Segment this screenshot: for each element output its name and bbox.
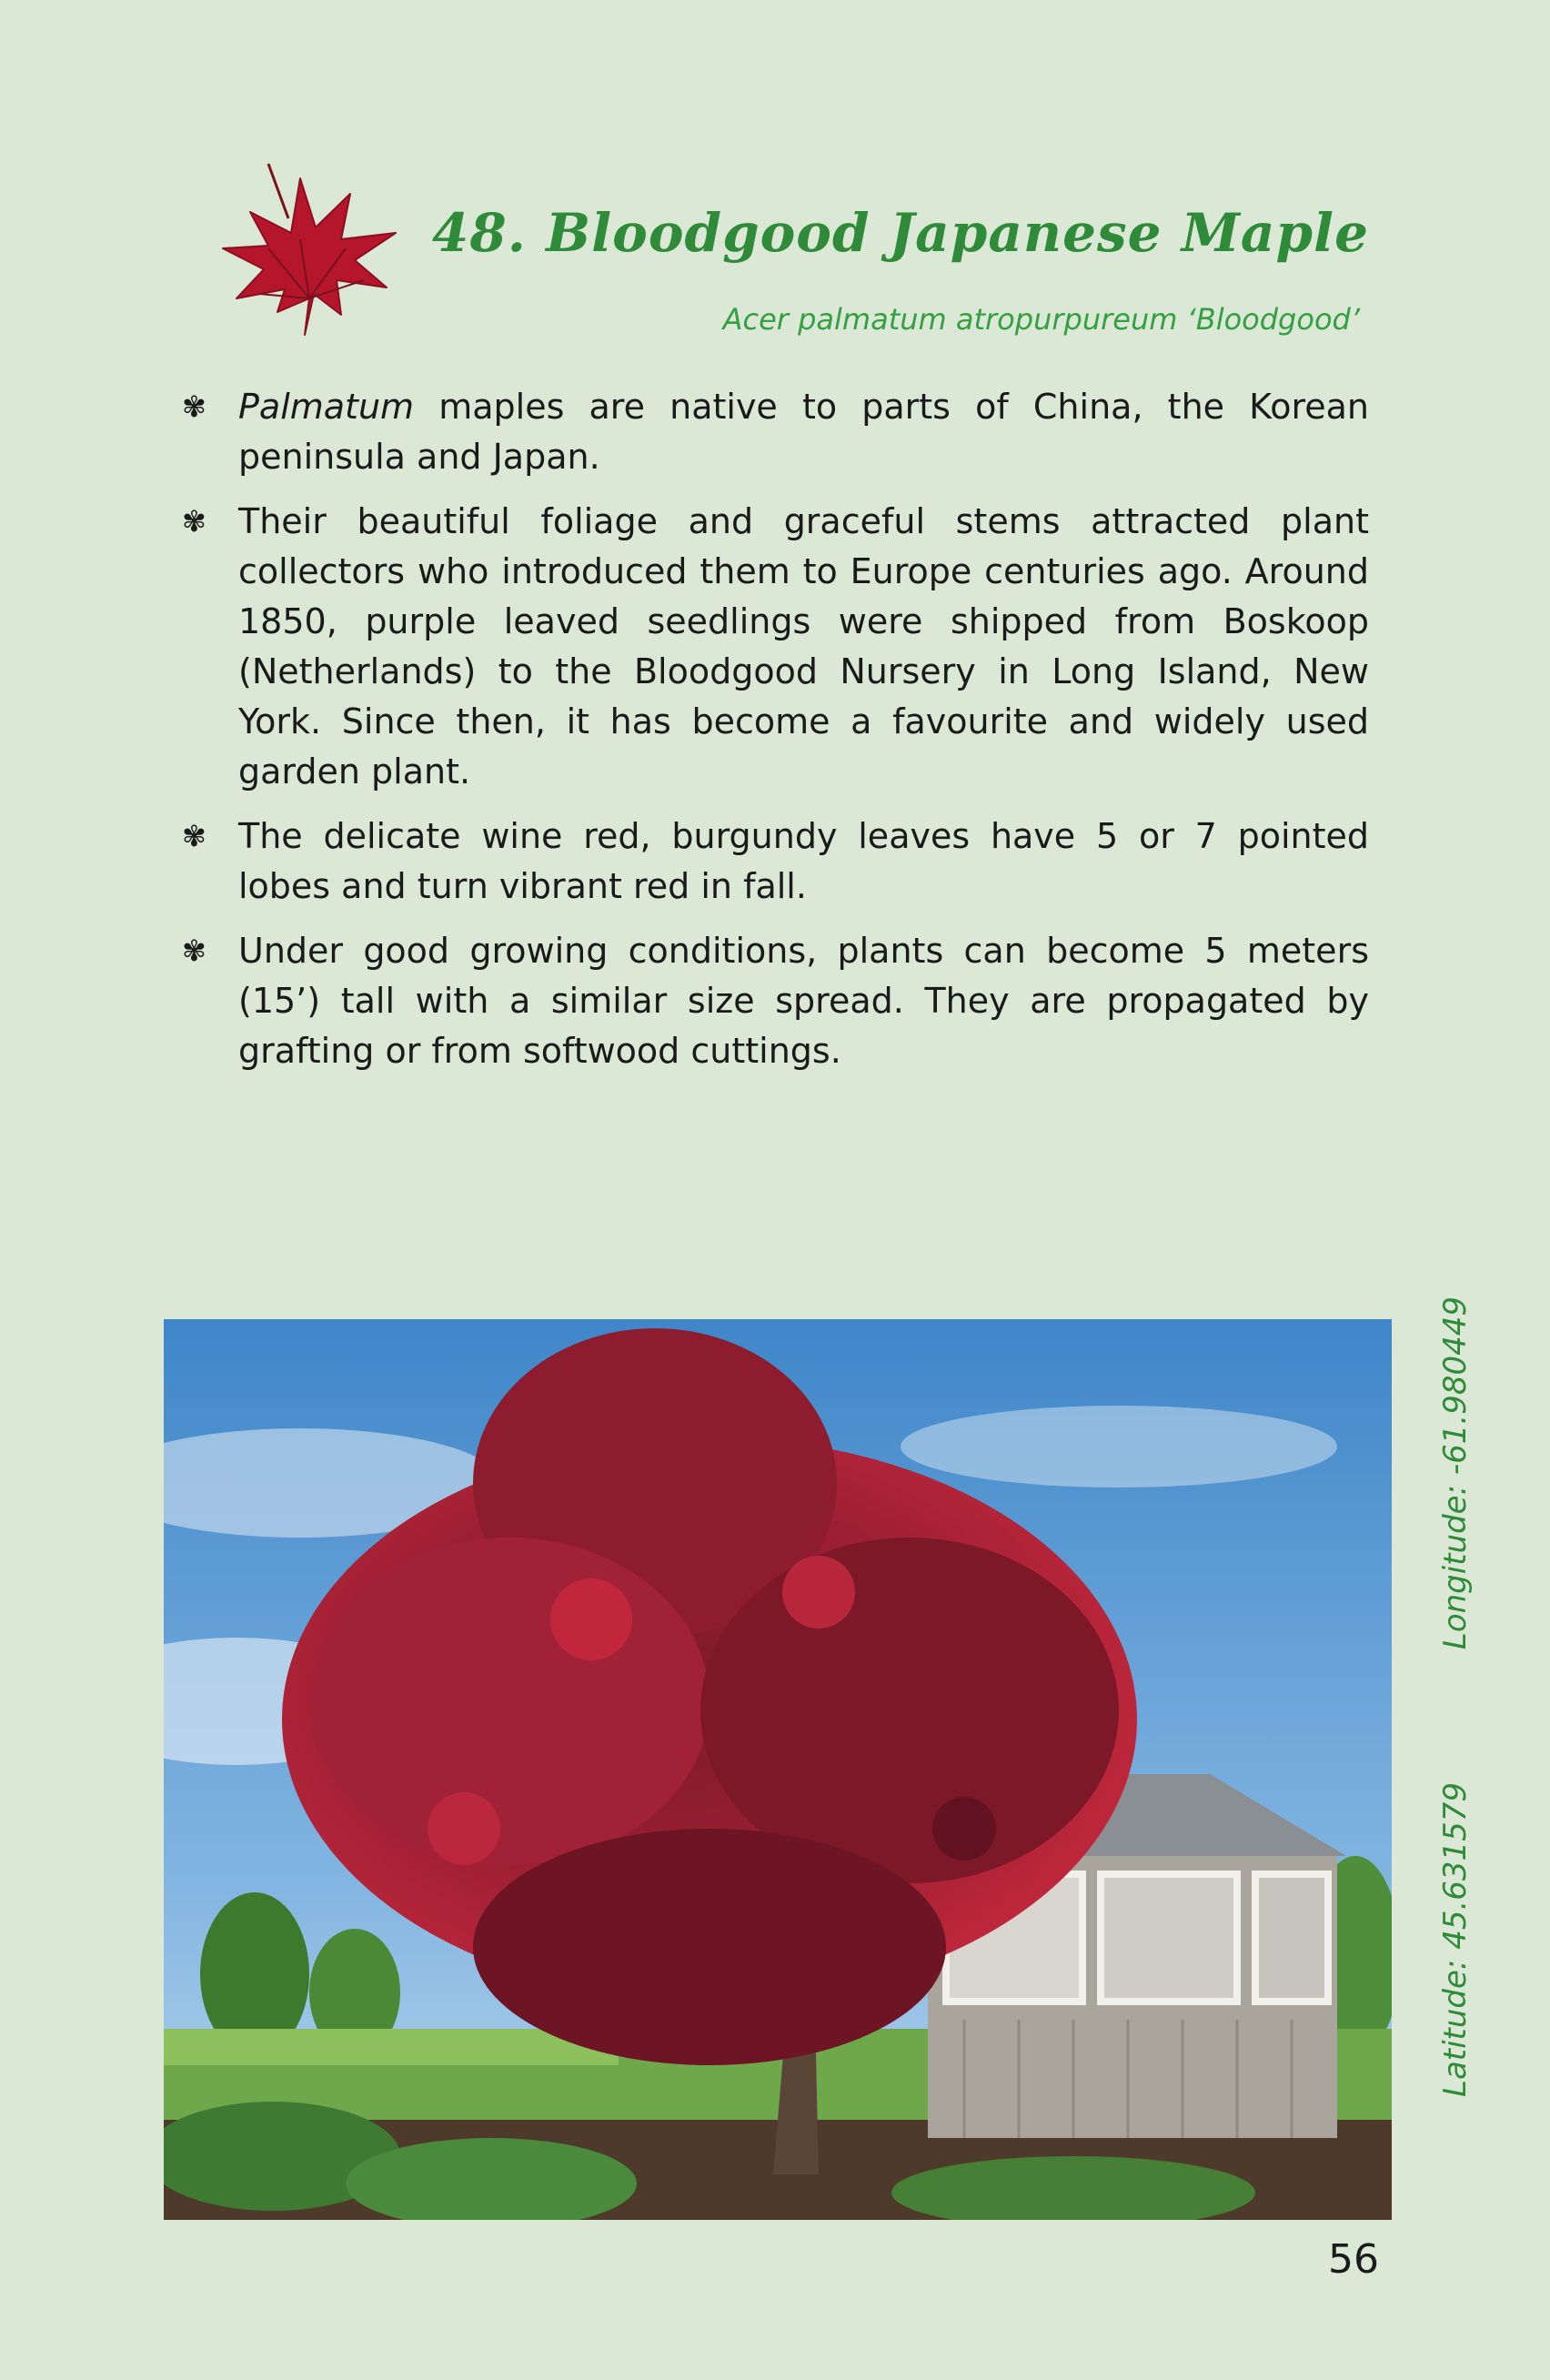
fact-list [182, 382, 1369, 1091]
flower-bullet-icon: ✾ [182, 504, 206, 539]
latitude-label: Latitude: 45.631579 [1437, 1781, 1474, 2097]
list-item-text: The delicate wine red, burgundy leaves have 5 or 7 pointed lobes and turn vibrant red in fall. [238, 816, 1369, 906]
list-item-text [238, 382, 1369, 482]
list-item [182, 812, 1369, 912]
emphasis-text: Palmatum [238, 387, 415, 427]
flower-bullet-icon: ✾ [182, 819, 206, 853]
list-item-text: Their beautiful foliage and graceful stems attracted plant collectors who introduced them to Europe centuries ago. Around 1850, purple leaved seedlings were shipped from Boskoop (Netherlands) to the Bloodgood Nursery in Long Island, New York. Since then, it has become a favourite and widely used garden plant. [238, 501, 1369, 792]
page-number: 56 [1328, 2236, 1379, 2283]
list-item-text: Under good growing conditions, plants can become 5 meters (15’) tall with a similar size spread. They are propagated by grafting or from softwood cuttings. [238, 931, 1369, 1071]
page-title: 48. Bloodgood Japanese Maple [431, 202, 1369, 264]
flower-bullet-icon: ✾ [182, 933, 206, 968]
list-item [182, 926, 1369, 1076]
tree-photo [164, 1319, 1392, 2220]
botanical-name: Acer palmatum atropurpureum ‘Bloodgood’ [722, 302, 1360, 337]
list-item-body: maples are native to parts of China, the Korean peninsula and Japan. [238, 387, 1369, 477]
longitude-label: Longitude: -61.980449 [1437, 1296, 1474, 1650]
list-item [182, 497, 1369, 797]
maple-leaf-icon [214, 162, 405, 353]
list-item [182, 382, 1369, 482]
gps-coordinates [1405, 1296, 1474, 2120]
flower-bullet-icon: ✾ [182, 389, 206, 424]
